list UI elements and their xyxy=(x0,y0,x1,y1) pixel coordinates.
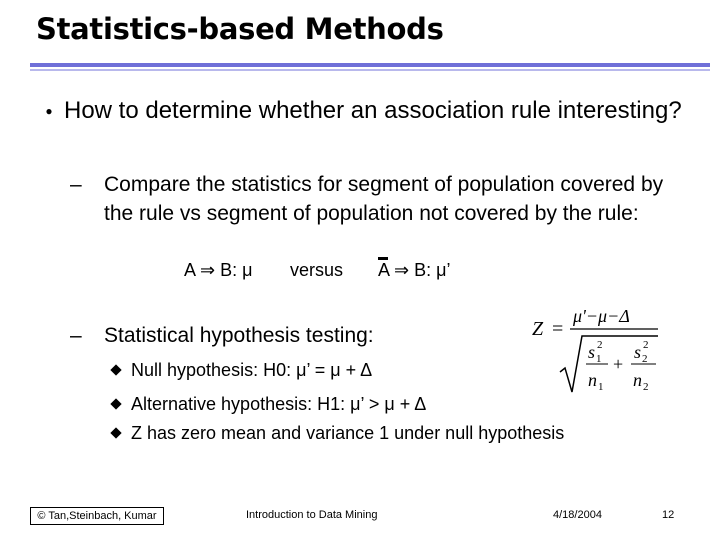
formula-numerator: μ'−μ−Δ xyxy=(573,306,630,326)
footer-copyright: © Tan,Steinbach, Kumar xyxy=(30,507,164,525)
item-z-statistic: Z has zero mean and variance 1 under null hypothesis xyxy=(131,423,565,443)
formula-n2: n xyxy=(633,370,642,390)
rule-not-covered: A ⇒ B: μ’ xyxy=(378,260,451,280)
formula-s1-sup: 2 xyxy=(597,339,603,351)
bullet-level1: How to determine whether an association rule interesting? xyxy=(64,97,682,124)
rule-covered: A ⇒ B: μ xyxy=(184,260,253,280)
versus-label: versus xyxy=(290,260,344,280)
formula-s2-sup: 2 xyxy=(643,339,649,351)
title-rule-top xyxy=(30,63,710,67)
slide-title: Statistics-based Methods xyxy=(36,12,444,46)
formula-s1-sub: 1 xyxy=(596,353,602,365)
z-formula xyxy=(530,300,660,396)
subbullet-hypothesis: Statistical hypothesis testing: xyxy=(104,324,374,347)
formula-plus: + xyxy=(613,354,624,374)
negation-overbar xyxy=(378,257,388,260)
diamond-icon xyxy=(110,427,121,438)
formula-s2-sub: 2 xyxy=(642,353,648,365)
formula-s1: s xyxy=(588,342,596,362)
subbullet-compare: Compare the statistics for segment of population covered by the rule vs segment of population not covered by the rule: xyxy=(104,173,664,225)
footer-date: 4/18/2004 xyxy=(553,509,602,521)
formula-n2-sub: 2 xyxy=(643,381,649,393)
diamond-icon xyxy=(110,398,121,409)
formula-z: Z xyxy=(532,318,544,340)
bullet-dot-icon: ● xyxy=(45,104,53,118)
item-null-hypothesis: Null hypothesis: H0: μ’ = μ + Δ xyxy=(131,360,373,380)
diamond-icon xyxy=(110,364,121,375)
formula-n1: n xyxy=(588,370,597,390)
formula-n1-sub: 1 xyxy=(598,381,604,393)
dash-icon: – xyxy=(70,173,82,196)
footer-page-number: 12 xyxy=(662,509,675,521)
footer-course: Introduction to Data Mining xyxy=(246,509,378,521)
item-alt-hypothesis: Alternative hypothesis: H1: μ’ > μ + Δ xyxy=(131,394,427,414)
dash-icon: – xyxy=(70,324,82,347)
formula-s2: s xyxy=(634,342,642,362)
formula-eq: = xyxy=(552,318,564,340)
title-rule-bottom xyxy=(30,69,710,71)
